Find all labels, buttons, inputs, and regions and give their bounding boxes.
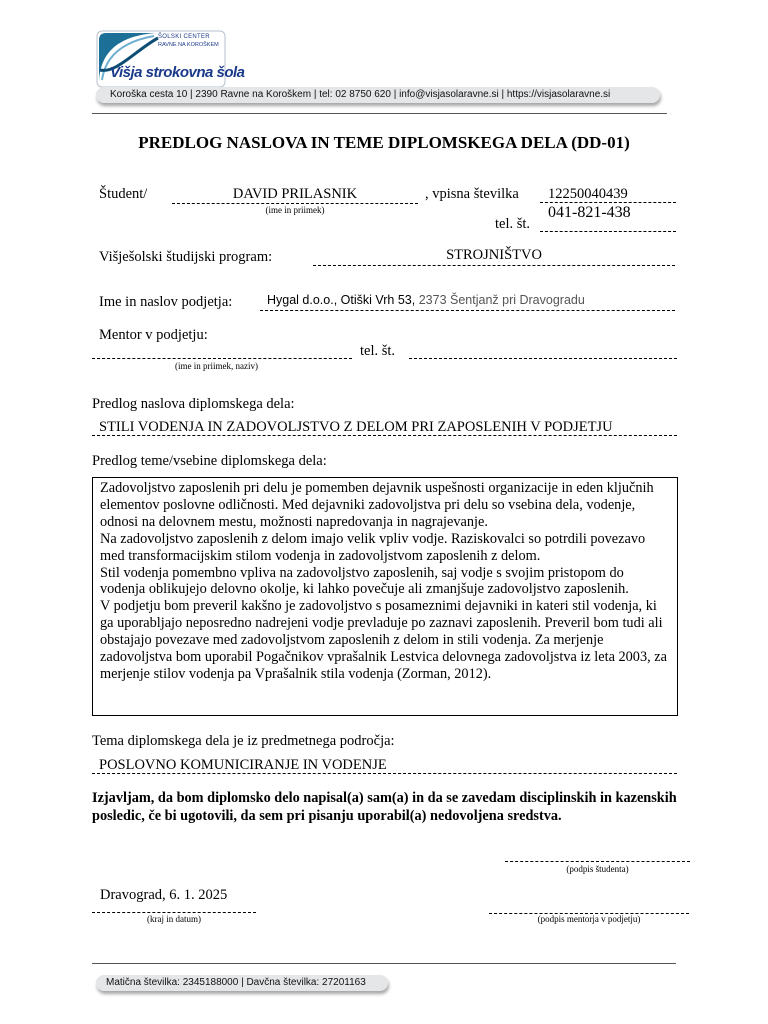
contact-bar: Koroška cesta 10 | 2390 Ravne na Koroškem | tel: 02 8750 620 | info@visjasolaravne.si | https://visjasolaravne.si	[96, 87, 660, 103]
program-field[interactable]	[313, 247, 675, 266]
thesis-content-box[interactable]	[92, 477, 678, 716]
footer-divider	[92, 963, 676, 964]
declaration-body: Izjavljam, da bom diplomsko delo napisal(a) sam(a) in da se zavedam disciplinskih in kazenskih posledic, če bi ugotovili, da sem pri pisanju uporabil(a) nedovoljena sredstva.	[92, 790, 677, 824]
mentor-name-caption: (ime in priimek, naziv)	[175, 361, 258, 371]
mentor-phone-label: tel. št.	[360, 343, 396, 359]
thesis-paragraph-2: Na zadovoljstvo zaposlenih z delom imajo velik vpliv vodje. Raziskovalci so potrdili povezavo med transformacijskim stilom vodenja in zadovoljstvom zaposlenih z delom.	[100, 530, 646, 564]
declaration-text	[92, 789, 682, 825]
company-name: Hygal d.o.o.,	[267, 293, 338, 307]
mentor-signature-field[interactable]	[489, 898, 689, 914]
thesis-paragraph-4: V podjetju bom preveril kakšno je zadovoljstvo s posameznimi dejavniki in kateri stil vodenja, ki ga uporabljajo neposredno nadrejeni vodje prevladuje po zaznavi zaposlenih. Preveril bom tudi ali obstajajo povezave med zadovoljstvom zaposlenih z delom in stili vodenja. Za merjenje zadovoljstva bom uporabil Pogačnikov vprašalnik Lestvica delovnega zadovoljstva iz leta 2003, za merjenje stilov vodenja pa Vprašalnik stila vodenja (Zorman, 2012).	[100, 598, 667, 682]
header-divider	[92, 113, 667, 114]
mentor-label: Mentor v podjetju:	[99, 327, 208, 343]
place-date-value: Dravograd, 6. 1. 2025	[100, 887, 228, 903]
student-name: DAVID PRILASNIK	[232, 186, 358, 202]
student-label: Študent/	[99, 186, 148, 202]
company-city: 2373 Šentjanž pri Dravogradu	[418, 293, 585, 307]
company-field[interactable]	[260, 293, 675, 311]
company-street: Otiški Vrh 53,	[340, 293, 416, 307]
mentor-signature-caption: (podpis mentorja v podjetju)	[537, 914, 641, 924]
subject-area-label: Tema diplomskega dela je iz predmetnega področja:	[92, 733, 395, 749]
thesis-paragraph-3: Stil vodenja pomembno vpliva na zadovoljstvo zaposlenih, saj vodje s svojim pristopom do vodenja oblikujejo delovno okolje, ki lahko povečuje ali zmanjšuje zadovoljstvo zaposlenih.	[100, 564, 629, 598]
student-signature-caption: (podpis študenta)	[566, 864, 629, 874]
school-logo	[96, 30, 245, 88]
program-label: Višješolski študijski program:	[99, 249, 273, 265]
enrollment-label: , vpisna številka	[425, 186, 519, 202]
subject-area-field[interactable]	[92, 757, 677, 774]
program-value: STROJNIŠTVO	[446, 247, 542, 263]
mentor-phone-field[interactable]	[409, 342, 677, 359]
logo-school-line1: ŠOLSKI CENTER	[158, 34, 210, 40]
enrollment-number-field[interactable]	[540, 186, 676, 203]
student-phone-label: tel. št.	[495, 216, 531, 232]
student-phone: 041-821-438	[548, 204, 631, 221]
subject-area-value: POSLOVNO KOMUNICIRANJE IN VODENJE	[99, 757, 387, 773]
student-name-caption: (ime in priimek)	[265, 205, 325, 215]
thesis-content-label: Predlog teme/vsebine diplomskega dela:	[92, 453, 327, 469]
logo-school-line2: RAVNE NA KOROŠKEM	[158, 42, 219, 48]
enrollment-number: 12250040439	[548, 186, 628, 202]
student-name-field[interactable]	[172, 186, 418, 204]
footer-registry: Matična številka: 2345188000 | Davčna številka: 27201163	[96, 975, 388, 991]
student-signature-field[interactable]	[505, 846, 690, 862]
logo-wordmark: Višja strokovna šola	[110, 64, 245, 81]
place-date-field[interactable]	[92, 887, 256, 913]
mentor-name-field[interactable]	[92, 342, 352, 359]
thesis-paragraph-1: Zadovoljstvo zaposlenih pri delu je pomemben dejavnik uspešnosti organizacije in eden ključnih elementov poslovne odličnosti. Med dejavniki zadovoljstva pri delu so vsebina dela, vodenje, odnosi na delovnem mestu, možnosti napredovanja in nagrajevanje.	[100, 480, 654, 530]
company-label: Ime in naslov podjetja:	[99, 294, 233, 310]
thesis-title-value: STILI VODENJA IN ZADOVOLJSTVO Z DELOM PRI ZAPOSLENIH V PODJETJU	[99, 419, 613, 435]
student-phone-field[interactable]	[540, 204, 676, 232]
place-date-caption: (kraj in datum)	[147, 914, 201, 924]
thesis-title-field[interactable]	[92, 419, 677, 436]
page-title: PREDLOG NASLOVA IN TEME DIPLOMSKEGA DELA (DD-01)	[138, 133, 630, 152]
thesis-title-label: Predlog naslova diplomskega dela:	[92, 396, 295, 412]
